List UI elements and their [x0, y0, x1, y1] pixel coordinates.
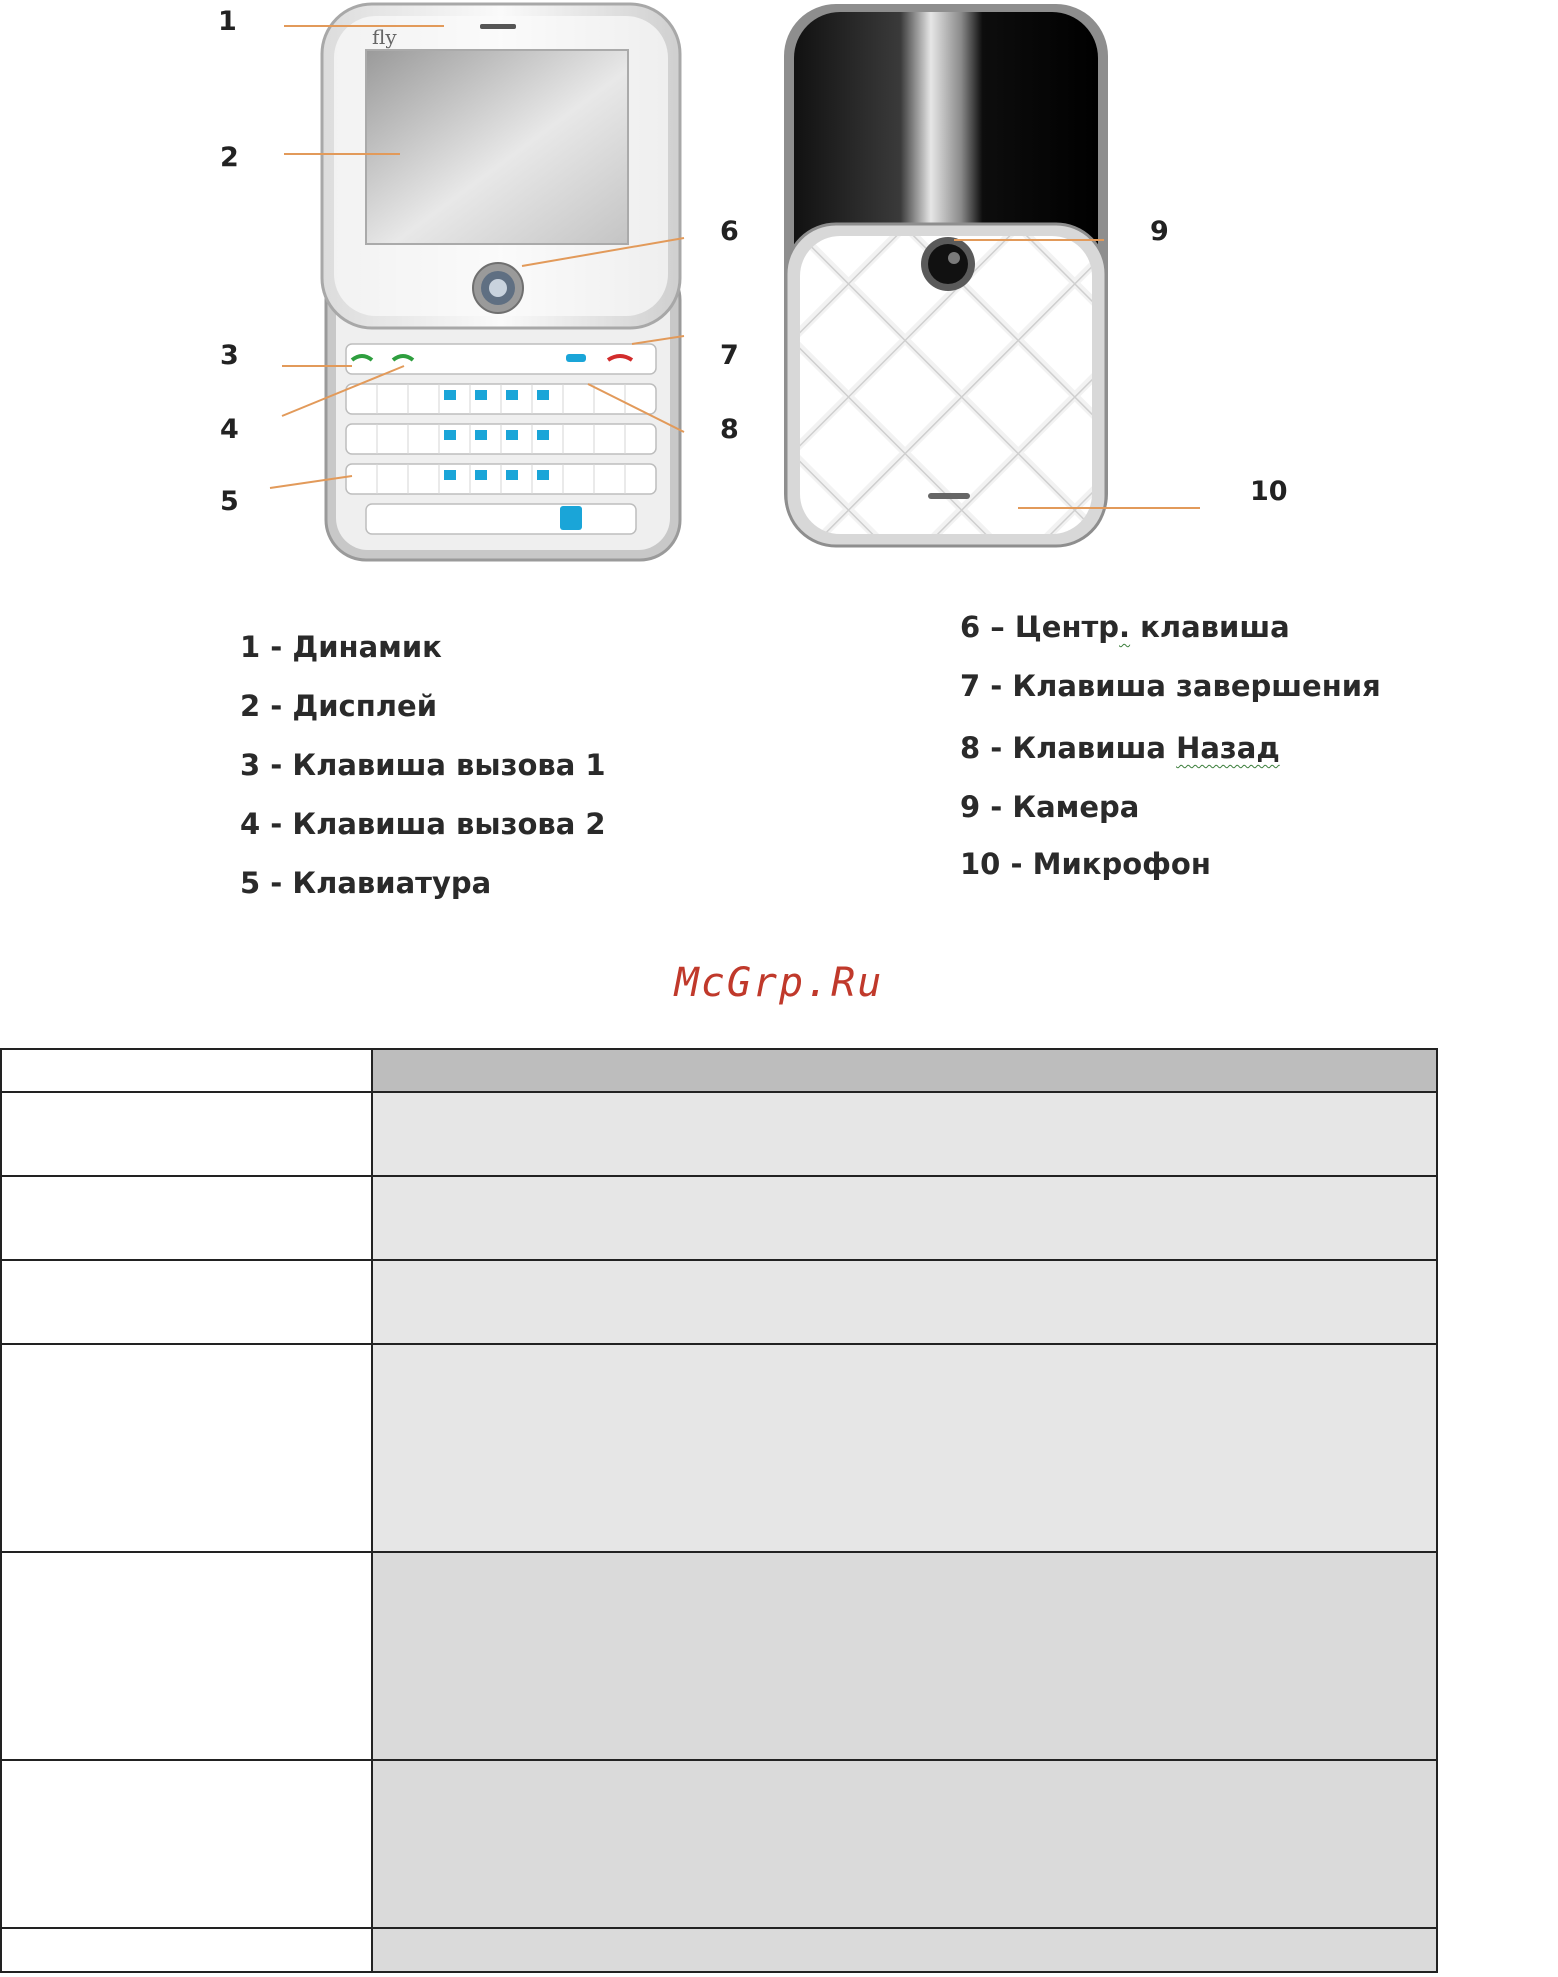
legend-text: 8 - Клавиша	[960, 731, 1177, 765]
callout-1: 1	[218, 6, 237, 37]
table-cell	[372, 1552, 1437, 1760]
callout-4: 4	[220, 414, 239, 445]
table-cell	[1, 1344, 372, 1552]
table-cell	[1, 1552, 372, 1760]
table-row	[1, 1049, 1437, 1092]
callout-3: 3	[220, 340, 239, 371]
table-cell	[1, 1092, 372, 1176]
legend-text-underlined: Назад	[1176, 731, 1280, 765]
center-key	[473, 263, 523, 313]
table-cell	[372, 1928, 1437, 1972]
microphone	[928, 493, 970, 499]
table-cell	[1, 1176, 372, 1260]
brand-logo: fly	[372, 25, 397, 49]
table-cell	[1, 1928, 372, 1972]
legend-item-camera	[960, 790, 1139, 824]
legend-item-call-key-2: 4 - Клавиша вызова 2	[240, 807, 606, 841]
legend-item-display: 2 - Дисплей	[240, 689, 438, 723]
table-row	[1, 1552, 1437, 1760]
legend-item-back-key	[960, 731, 1280, 765]
table-cell	[372, 1092, 1437, 1176]
legend-text: клавиша	[1130, 610, 1290, 644]
legend-item-call-key-1: 3 - Клавиша вызова 1	[240, 748, 606, 782]
keyboard	[346, 344, 656, 534]
legend-item-microphone	[960, 847, 1211, 881]
legend-text-underlined: .	[1119, 610, 1131, 644]
legend-text: 6 – Центр	[960, 610, 1120, 644]
legend-item-end-key	[960, 669, 1381, 703]
table-cell	[1, 1260, 372, 1344]
phone-front	[322, 4, 680, 560]
legend-text: 7 - Клавиша завершения	[960, 669, 1381, 703]
callout-6: 6	[720, 216, 739, 247]
callout-8: 8	[720, 414, 739, 445]
table-row	[1, 1260, 1437, 1344]
legend-item-center-key	[960, 610, 1290, 644]
phone-back	[784, 4, 1108, 546]
camera	[921, 237, 975, 291]
callout-10: 10	[1250, 476, 1288, 507]
table-row	[1, 1092, 1437, 1176]
display	[366, 50, 628, 244]
spec-table	[0, 1048, 1438, 1973]
speaker	[480, 24, 516, 29]
callout-2: 2	[220, 142, 239, 173]
table-row	[1, 1176, 1437, 1260]
back-key	[566, 354, 586, 362]
table-row	[1, 1928, 1437, 1972]
watermark: McGrp.Ru	[674, 960, 884, 1006]
legend-text: 9 - Камера	[960, 790, 1140, 824]
legend-text: 10 - Микрофон	[960, 847, 1211, 881]
table-cell	[372, 1176, 1437, 1260]
table-cell	[372, 1760, 1437, 1928]
table-row	[1, 1760, 1437, 1928]
legend-item-keyboard: 5 - Клавиатура	[240, 866, 492, 900]
callout-9: 9	[1150, 216, 1169, 247]
table-cell	[372, 1344, 1437, 1552]
legend-item-speaker: 1 - Динамик	[240, 630, 442, 664]
table-cell	[1, 1049, 372, 1092]
table-cell	[372, 1260, 1437, 1344]
callout-5: 5	[220, 486, 239, 517]
table-cell	[1, 1760, 372, 1928]
callout-7: 7	[720, 340, 739, 371]
table-cell	[372, 1049, 1437, 1092]
table-row	[1, 1344, 1437, 1552]
